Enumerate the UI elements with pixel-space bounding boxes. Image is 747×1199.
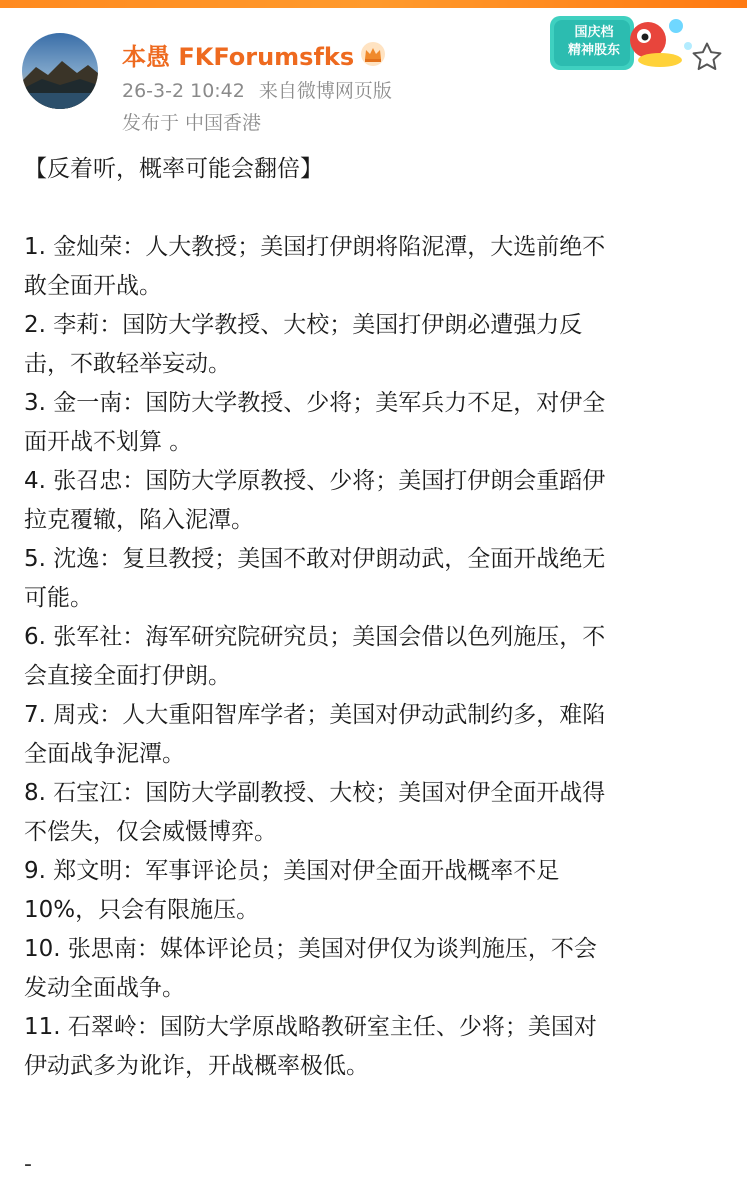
list-item-line1: 4. 张召忠：国防大学原教授、少将；美国打伊朗会重蹈伊	[24, 468, 606, 494]
list-item-line1: 3. 金一南：国防大学教授、少将；美军兵力不足，对伊全	[24, 390, 606, 416]
avatar[interactable]	[22, 33, 98, 109]
list-item-line2: 10%，只会有限施压。	[24, 897, 260, 923]
list-item-line1: 5. 沈逸：复旦教授；美国不敢对伊朗动武，全面开战绝无	[24, 546, 606, 572]
list-item-line1: 6. 张军社：海军研究院研究员；美国会借以色列施压，不	[24, 624, 606, 650]
list-item-line2: 不偿失，仅会威慑博弈。	[24, 819, 277, 845]
list-item	[24, 774, 724, 852]
list-item-line2: 击，不敢轻举妄动。	[24, 351, 231, 377]
list-item-line2: 伊动武多为讹诈，开战概率极低。	[24, 1053, 369, 1079]
promo-badge-line1: 国庆档	[574, 25, 614, 40]
list-item	[24, 462, 724, 540]
list-item	[24, 228, 724, 306]
username[interactable]: 本愚 FKForumsfks	[122, 42, 355, 71]
list-item-line2: 会直接全面打伊朗。	[24, 663, 231, 689]
post-trailing-mark: -	[24, 1152, 32, 1177]
list-item-line2: 敢全面开战。	[24, 273, 162, 299]
post-location: 发布于 中国香港	[122, 112, 262, 134]
list-item-line1: 10. 张思南：媒体评论员；美国对伊仅为谈判施压，不会	[24, 936, 597, 962]
top-accent-bar	[0, 0, 747, 8]
list-item	[24, 1008, 724, 1086]
list-item-line1: 8. 石宝江：国防大学副教授、大校；美国对伊全面开战得	[24, 780, 606, 806]
crown-icon	[360, 41, 386, 67]
list-item	[24, 930, 724, 1008]
list-item-line1: 11. 石翠岭：国防大学原战略教研室主任、少将；美国对	[24, 1014, 597, 1040]
list-item-line2: 可能。	[24, 585, 93, 611]
promo-badge[interactable]	[548, 12, 698, 78]
promo-badge-line2: 精神股东	[567, 43, 620, 58]
list-item	[24, 306, 724, 384]
list-item	[24, 618, 724, 696]
post-list	[24, 228, 724, 1086]
list-item-line1: 7. 周戎：人大重阳智库学者；美国对伊动武制约多，难陷	[24, 702, 606, 728]
post-headline: 【反着听，概率可能会翻倍】	[24, 156, 323, 182]
favorite-star-icon[interactable]	[690, 40, 724, 74]
list-item	[24, 696, 724, 774]
list-item	[24, 852, 724, 930]
list-item	[24, 384, 724, 462]
post-body	[24, 150, 724, 1086]
list-item-line1: 9. 郑文明：军事评论员；美国对伊全面开战概率不足	[24, 858, 560, 884]
timestamp[interactable]: 26-3-2 10:42	[122, 80, 245, 102]
post-source: 来自微博网页版	[258, 80, 392, 102]
list-item	[24, 540, 724, 618]
list-item-line2: 面开战不划算 。	[24, 429, 193, 455]
avatar-landscape-image	[22, 33, 98, 109]
promo-badge-text	[558, 24, 630, 60]
post-meta	[122, 76, 392, 103]
username-row[interactable]	[122, 37, 386, 71]
list-item-line1: 1. 金灿荣：人大教授；美国打伊朗将陷泥潭，大选前绝不	[24, 234, 606, 260]
list-item-line2: 发动全面战争。	[24, 975, 185, 1001]
list-item-line1: 2. 李莉：国防大学教授、大校；美国打伊朗必遭强力反	[24, 312, 583, 338]
list-item-line2: 拉克覆辙，陷入泥潭。	[24, 507, 254, 533]
list-item-line2: 全面战争泥潭。	[24, 741, 185, 767]
